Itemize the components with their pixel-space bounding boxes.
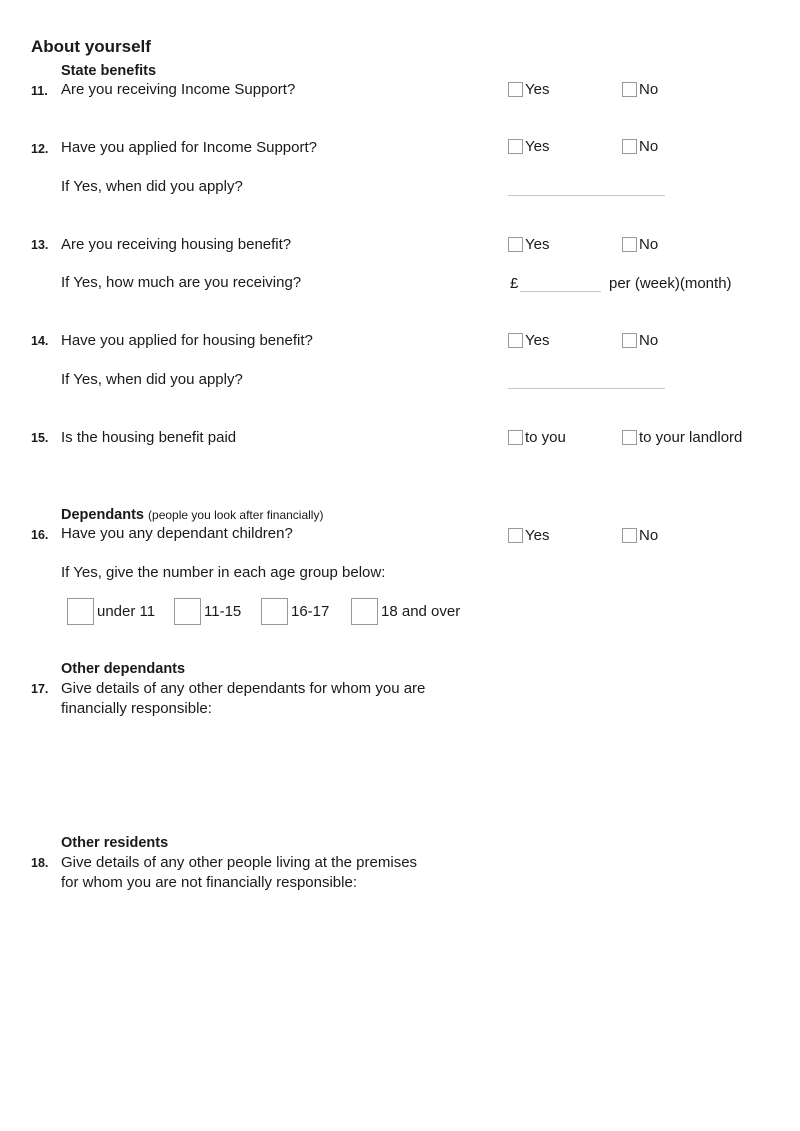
question-number-11: 11. bbox=[31, 84, 48, 98]
currency-symbol: £ bbox=[510, 275, 519, 292]
q14-no-option[interactable] bbox=[622, 332, 658, 349]
q14-no-checkbox[interactable] bbox=[622, 333, 637, 348]
question-13-text: Are you receiving housing benefit? bbox=[61, 236, 292, 253]
q11-no-checkbox[interactable] bbox=[622, 82, 637, 97]
q12-no-checkbox[interactable] bbox=[622, 139, 637, 154]
question-14-text: Have you applied for housing benefit? bbox=[61, 332, 313, 349]
question-number-14: 14. bbox=[31, 334, 49, 348]
q11-yes-checkbox[interactable] bbox=[508, 82, 523, 97]
question-number-12: 12. bbox=[31, 142, 49, 156]
q13-no-option[interactable] bbox=[622, 236, 658, 253]
other-residents-heading: Other residents bbox=[61, 835, 169, 851]
q15-to-you-label: to you bbox=[525, 429, 566, 446]
question-11-text: Are you receiving Income Support? bbox=[61, 81, 296, 98]
q12-no-option[interactable] bbox=[622, 138, 658, 155]
q16-no-label: No bbox=[639, 527, 659, 544]
q12-yes-option[interactable] bbox=[508, 138, 549, 155]
q13-period-label: per (week)(month) bbox=[609, 275, 732, 292]
question-number-15: 15. bbox=[31, 431, 49, 445]
question-17-line2: financially responsible: bbox=[61, 700, 212, 717]
q12-followup-text: If Yes, when did you apply? bbox=[61, 178, 243, 195]
question-15-text: Is the housing benefit paid bbox=[61, 429, 237, 446]
q14-followup-text: If Yes, when did you apply? bbox=[61, 371, 243, 388]
age-18-over-input[interactable] bbox=[351, 598, 378, 625]
q14-date-field[interactable] bbox=[508, 388, 665, 389]
age-16-17-input[interactable] bbox=[261, 598, 288, 625]
q15-to-landlord-checkbox[interactable] bbox=[622, 430, 637, 445]
state-benefits-heading: State benefits bbox=[61, 63, 157, 79]
q13-followup-text: If Yes, how much are you receiving? bbox=[61, 274, 302, 291]
q15-to-you-checkbox[interactable] bbox=[508, 430, 523, 445]
q15-to-you-option[interactable] bbox=[508, 429, 566, 446]
age-11-15-label: 11-15 bbox=[204, 603, 242, 620]
section-title: About yourself bbox=[31, 37, 151, 56]
age-18-over-label: 18 and over bbox=[381, 603, 461, 620]
q12-yes-checkbox[interactable] bbox=[508, 139, 523, 154]
q16-yes-checkbox[interactable] bbox=[508, 528, 523, 543]
q13-no-label: No bbox=[639, 236, 659, 253]
other-dependants-heading: Other dependants bbox=[61, 661, 186, 677]
q12-yes-label: Yes bbox=[525, 138, 550, 155]
q16-followup-text: If Yes, give the number in each age group below: bbox=[61, 564, 386, 581]
question-number-16: 16. bbox=[31, 528, 49, 542]
q12-no-label: No bbox=[639, 138, 659, 155]
question-number-17: 17. bbox=[31, 682, 49, 696]
q13-yes-checkbox[interactable] bbox=[508, 237, 523, 252]
question-18-line2: for whom you are not financially responsible: bbox=[61, 874, 357, 891]
q14-yes-option[interactable] bbox=[508, 332, 549, 349]
question-number-13: 13. bbox=[31, 238, 49, 252]
q13-no-checkbox[interactable] bbox=[622, 237, 637, 252]
q14-yes-checkbox[interactable] bbox=[508, 333, 523, 348]
q13-yes-option[interactable] bbox=[508, 236, 549, 253]
question-16-text: Have you any dependant children? bbox=[61, 525, 293, 542]
q16-yes-label: Yes bbox=[525, 527, 550, 544]
q14-no-label: No bbox=[639, 332, 659, 349]
age-under-11-label: under 11 bbox=[97, 603, 156, 620]
q11-yes-label: Yes bbox=[525, 81, 550, 98]
age-11-15-input[interactable] bbox=[174, 598, 201, 625]
q16-yes-option[interactable] bbox=[508, 527, 549, 544]
q12-date-field[interactable] bbox=[508, 195, 665, 196]
q15-to-landlord-option[interactable] bbox=[622, 429, 742, 446]
q11-no-option[interactable] bbox=[622, 81, 658, 98]
age-under-11-input[interactable] bbox=[67, 598, 94, 625]
age-group-11-15[interactable] bbox=[174, 598, 241, 625]
q15-to-landlord-label: to your landlord bbox=[639, 429, 743, 446]
q13-amount-field[interactable] bbox=[520, 291, 601, 292]
age-group-16-17[interactable] bbox=[261, 598, 329, 625]
dependants-heading-note: (people you look after financially) bbox=[148, 508, 324, 522]
dependants-heading bbox=[61, 507, 323, 523]
dependants-heading-text: Dependants bbox=[61, 507, 144, 523]
question-number-18: 18. bbox=[31, 856, 49, 870]
q13-yes-label: Yes bbox=[525, 236, 550, 253]
q16-no-option[interactable] bbox=[622, 527, 658, 544]
age-group-under-11[interactable] bbox=[67, 598, 155, 625]
q16-no-checkbox[interactable] bbox=[622, 528, 637, 543]
q11-yes-option[interactable] bbox=[508, 81, 549, 98]
q11-no-label: No bbox=[639, 81, 659, 98]
question-17-line1: Give details of any other dependants for whom you are bbox=[61, 680, 426, 697]
q14-yes-label: Yes bbox=[525, 332, 550, 349]
question-18-line1: Give details of any other people living at the premises bbox=[61, 854, 418, 871]
age-16-17-label: 16-17 bbox=[291, 603, 330, 620]
question-12-text: Have you applied for Income Support? bbox=[61, 139, 317, 156]
age-group-18-and-over[interactable] bbox=[351, 598, 460, 625]
